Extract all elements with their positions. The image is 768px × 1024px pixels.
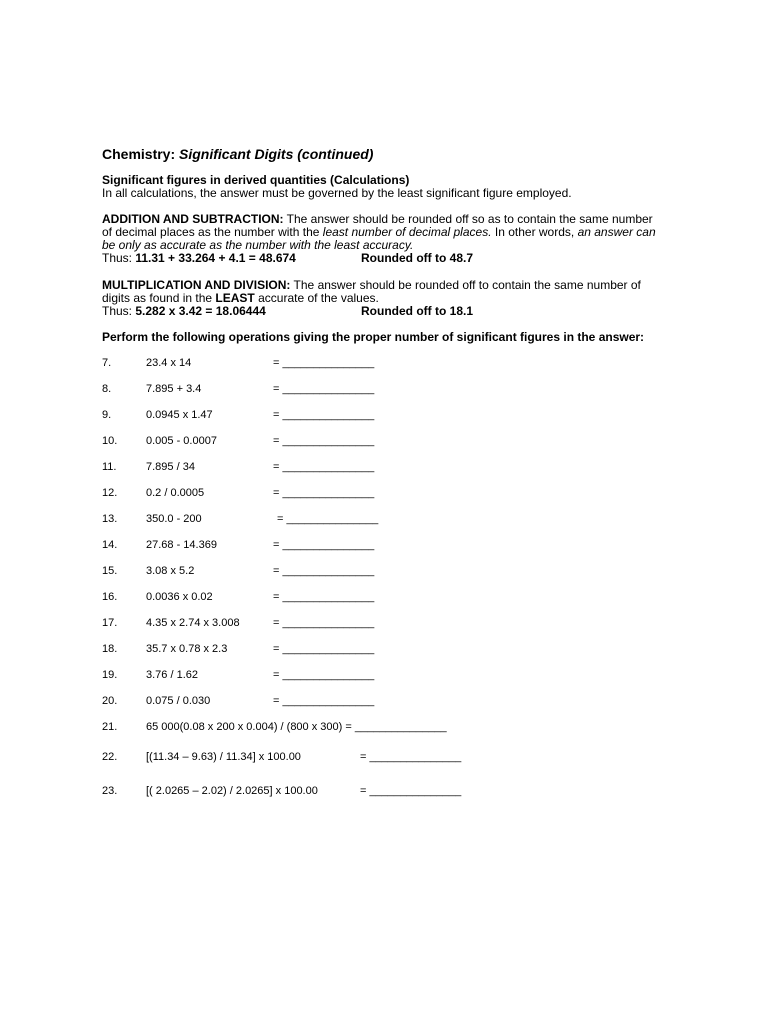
problem-number: 14. xyxy=(102,539,118,551)
problem-expression: 4.35 x 2.74 x 3.008 xyxy=(146,617,240,629)
problem-number: 20. xyxy=(102,695,118,707)
answer-blank[interactable]: = _______________ xyxy=(273,461,375,473)
problem-expression: 23.4 x 14 xyxy=(146,357,192,369)
addition-line2-a: of decimal places as the number with the xyxy=(102,225,323,239)
addition-rounded: Rounded off to 48.7 xyxy=(361,251,473,265)
page-title xyxy=(102,146,373,162)
multiplication-thus-prefix: Thus: xyxy=(102,304,136,318)
multiplication-line2-a: digits as found in the xyxy=(102,291,216,305)
answer-blank[interactable]: = _______________ xyxy=(273,617,375,629)
answer-blank[interactable]: = _______________ xyxy=(273,409,375,421)
answer-blank[interactable]: = _______________ xyxy=(360,751,462,763)
problem-expression: [(11.34 – 9.63) / 11.34] x 100.00 xyxy=(146,751,301,763)
problem-number: 9. xyxy=(102,409,112,421)
problem-expression: 3.08 x 5.2 xyxy=(146,565,195,577)
answer-blank[interactable]: = _______________ xyxy=(273,643,375,655)
problem-expression: 0.005 - 0.0007 xyxy=(146,435,217,447)
intro-text: In all calculations, the answer must be governed by the least significant figure employed. xyxy=(102,186,572,200)
problem-expression: 0.075 / 0.030 xyxy=(146,695,211,707)
problem-expression: 0.0945 x 1.47 xyxy=(146,409,213,421)
answer-blank[interactable]: = _______________ xyxy=(273,669,375,681)
problem-expression: 0.0036 x 0.02 xyxy=(146,591,213,603)
answer-blank[interactable]: = _______________ xyxy=(273,435,375,447)
problem-number: 7. xyxy=(102,357,112,369)
addition-line2-emphasis: least number of decimal places. xyxy=(322,225,492,239)
problem-expression: 7.895 / 34 xyxy=(146,461,195,473)
multiplication-thus-expression: 5.282 x 3.42 = 18.06444 xyxy=(135,304,266,318)
problem-number: 18. xyxy=(102,643,118,655)
problem-expression: 3.76 / 1.62 xyxy=(146,669,198,681)
multiplication-rounded: Rounded off to 18.1 xyxy=(361,304,473,318)
title-emphasis: Significant Digits (continued) xyxy=(179,146,374,162)
problem-expression: 7.895 + 3.4 xyxy=(146,383,202,395)
multiplication-line2-b: accurate of the values. xyxy=(254,291,379,305)
answer-blank[interactable]: = _______________ xyxy=(273,591,375,603)
problem-number: 23. xyxy=(102,785,118,797)
multiplication-line2-strong: LEAST xyxy=(215,291,255,305)
answer-blank[interactable]: = _______________ xyxy=(360,785,462,797)
problem-number: 19. xyxy=(102,669,118,681)
problem-number: 15. xyxy=(102,565,118,577)
problem-number: 16. xyxy=(102,591,118,603)
answer-blank[interactable]: = _______________ xyxy=(273,565,375,577)
problem-number: 17. xyxy=(102,617,118,629)
addition-thus-expression: 11.31 + 33.264 + 4.1 = 48.674 xyxy=(135,251,296,265)
problem-number: 12. xyxy=(102,487,118,499)
problem-expression: 0.2 / 0.0005 xyxy=(146,487,205,499)
answer-blank[interactable]: = _______________ xyxy=(273,539,375,551)
multiplication-label: MULTIPLICATION AND DIVISION: xyxy=(102,278,291,292)
addition-line2-b: In other words, xyxy=(491,225,578,239)
problem-number: 22. xyxy=(102,751,118,763)
answer-blank[interactable]: = _______________ xyxy=(273,487,375,499)
problem-expression-with-blank[interactable]: 65 000(0.08 x 200 x 0.004) / (800 x 300) = _______________ xyxy=(146,721,447,733)
answer-blank[interactable]: = _______________ xyxy=(273,383,375,395)
addition-line-3: be only as accurate as the number with the least accuracy. xyxy=(102,238,414,252)
problem-expression: 350.0 - 200 xyxy=(146,513,202,525)
addition-label: ADDITION AND SUBTRACTION: xyxy=(102,212,284,226)
intro-heading: Significant figures in derived quantities (Calculations) xyxy=(102,173,410,187)
title-prefix: Chemistry: xyxy=(102,146,176,162)
addition-line1-rest: The answer should be rounded off so as to contain the same number xyxy=(283,212,653,226)
answer-blank[interactable]: = _______________ xyxy=(273,695,375,707)
problem-number: 11. xyxy=(102,461,117,473)
multiplication-line1-rest: The answer should be rounded off to contain the same number of xyxy=(290,278,641,292)
problem-number: 10. xyxy=(102,435,118,447)
answer-blank[interactable]: = _______________ xyxy=(273,357,375,369)
addition-line2-emphasis-2: an answer can xyxy=(577,225,656,239)
instruction: Perform the following operations giving the proper number of significant figures in the answer: xyxy=(102,330,645,344)
problem-expression: 27.68 - 14.369 xyxy=(146,539,217,551)
addition-example xyxy=(102,252,296,265)
problem-number: 13. xyxy=(102,513,118,525)
problem-expression: [( 2.0265 – 2.02) / 2.0265] x 100.00 xyxy=(146,785,318,797)
addition-thus-prefix: Thus: xyxy=(102,251,136,265)
problem-number: 8. xyxy=(102,383,112,395)
problem-number: 21. xyxy=(102,721,118,733)
answer-blank[interactable]: = _______________ xyxy=(277,513,379,525)
multiplication-example xyxy=(102,305,266,318)
problem-expression: 35.7 x 0.78 x 2.3 xyxy=(146,643,228,655)
